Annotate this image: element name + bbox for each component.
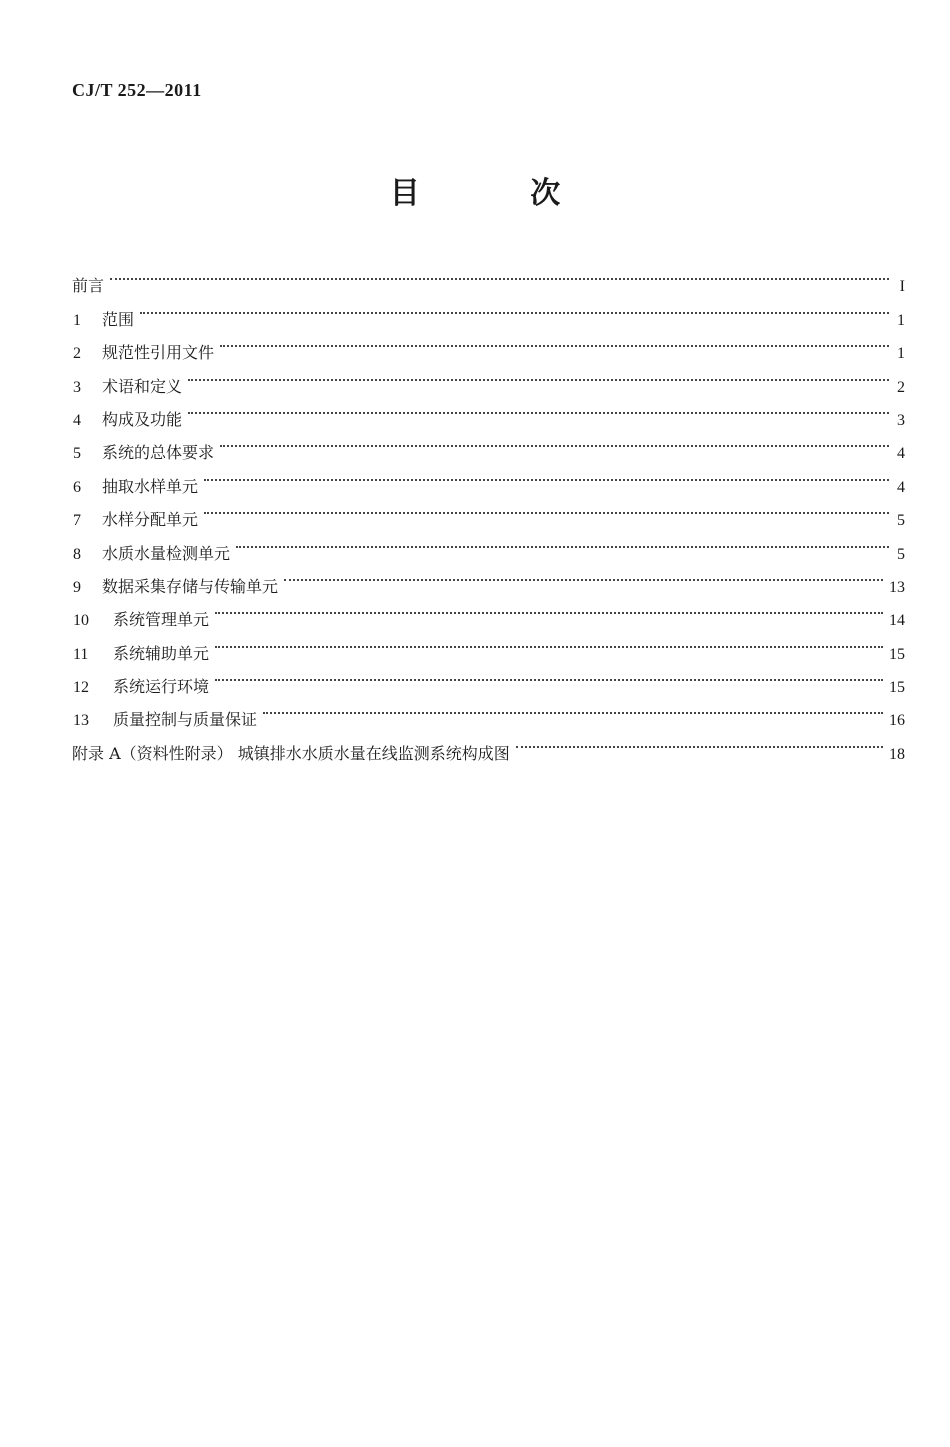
toc-entry-page: 1 (897, 311, 905, 329)
toc-entry-number: 13 (73, 712, 89, 730)
toc-entry-1[interactable] (72, 291, 905, 329)
toc-entry-preface[interactable] (72, 258, 905, 296)
toc-entry-number: 5 (73, 445, 81, 463)
toc-entry-number: 9 (73, 578, 81, 596)
toc-entry-number: 6 (73, 478, 81, 496)
toc-entry-page: I (899, 278, 905, 296)
toc-entry-label: 附录 A（资料性附录） 城镇排水水质水量在线监测系统构成图 (72, 743, 510, 763)
dot-leader (110, 258, 889, 291)
toc-entry-page: 1 (897, 345, 905, 363)
dot-leader (188, 392, 889, 425)
toc-entry-label: 系统管理单元 (113, 610, 210, 630)
toc-entry-label: 系统辅助单元 (113, 643, 210, 663)
toc-entry-5[interactable] (72, 425, 905, 463)
toc-entry-4[interactable] (72, 392, 905, 429)
toc-entry-label: 水质水量检测单元 (102, 543, 231, 563)
toc-entry-label: 范围 (102, 309, 135, 329)
toc-entry-label: 系统的总体要求 (102, 443, 215, 463)
dot-leader (215, 625, 883, 658)
toc-entry-label: 规范性引用文件 (102, 343, 215, 363)
toc-entry-label: 前言 (72, 276, 105, 296)
dot-leader (140, 291, 889, 324)
toc-entry-label: 水样分配单元 (102, 510, 199, 530)
toc-entry-number: 4 (73, 411, 81, 429)
dot-leader (236, 525, 889, 558)
toc-entry-3[interactable] (72, 358, 905, 396)
dot-leader (215, 592, 883, 625)
toc-entry-number: 3 (73, 378, 81, 396)
dot-leader (188, 358, 889, 391)
toc-entry-page: 5 (897, 512, 905, 530)
toc-entry-label: 构成及功能 (102, 409, 183, 429)
dot-leader (204, 492, 889, 525)
dot-leader (516, 725, 883, 758)
toc-entry-page: 13 (889, 578, 905, 596)
table-of-contents (72, 258, 905, 763)
dot-leader (220, 425, 889, 458)
toc-entry-number: 8 (73, 545, 81, 563)
toc-entry-2[interactable] (72, 325, 905, 363)
toc-entry-number: 1 (73, 311, 81, 329)
toc-entry-page: 4 (897, 445, 905, 463)
document-code: CJ/T 252—2011 (72, 80, 202, 100)
page-title: 目 次 (389, 176, 611, 211)
toc-entry-number: 7 (73, 512, 81, 530)
toc-entry-page: 15 (889, 679, 905, 697)
toc-entry-number: 12 (73, 679, 89, 697)
dot-leader (215, 659, 883, 692)
toc-entry-page: 4 (897, 478, 905, 496)
toc-entry-page: 15 (889, 645, 905, 663)
toc-entry-label: 抽取水样单元 (102, 476, 199, 496)
toc-entry-label: 质量控制与质量保证 (113, 710, 258, 730)
toc-entry-label: 系统运行环境 (113, 677, 210, 697)
toc-entry-number: 2 (73, 345, 81, 363)
toc-entry-label: 数据采集存储与传输单元 (102, 576, 279, 596)
dot-leader (204, 458, 889, 491)
toc-entry-page: 3 (897, 411, 905, 429)
toc-entry-page: 16 (889, 712, 905, 730)
toc-entry-number: 11 (73, 645, 89, 663)
toc-entry-label: 术语和定义 (102, 376, 183, 396)
dot-leader (284, 559, 883, 592)
toc-entry-page: 5 (897, 545, 905, 563)
toc-entry-page: 2 (897, 378, 905, 396)
toc-entry-page: 18 (889, 745, 905, 763)
toc-entry-number: 10 (73, 612, 89, 630)
toc-entry-page: 14 (889, 612, 905, 630)
dot-leader (220, 325, 889, 358)
dot-leader (263, 692, 883, 725)
